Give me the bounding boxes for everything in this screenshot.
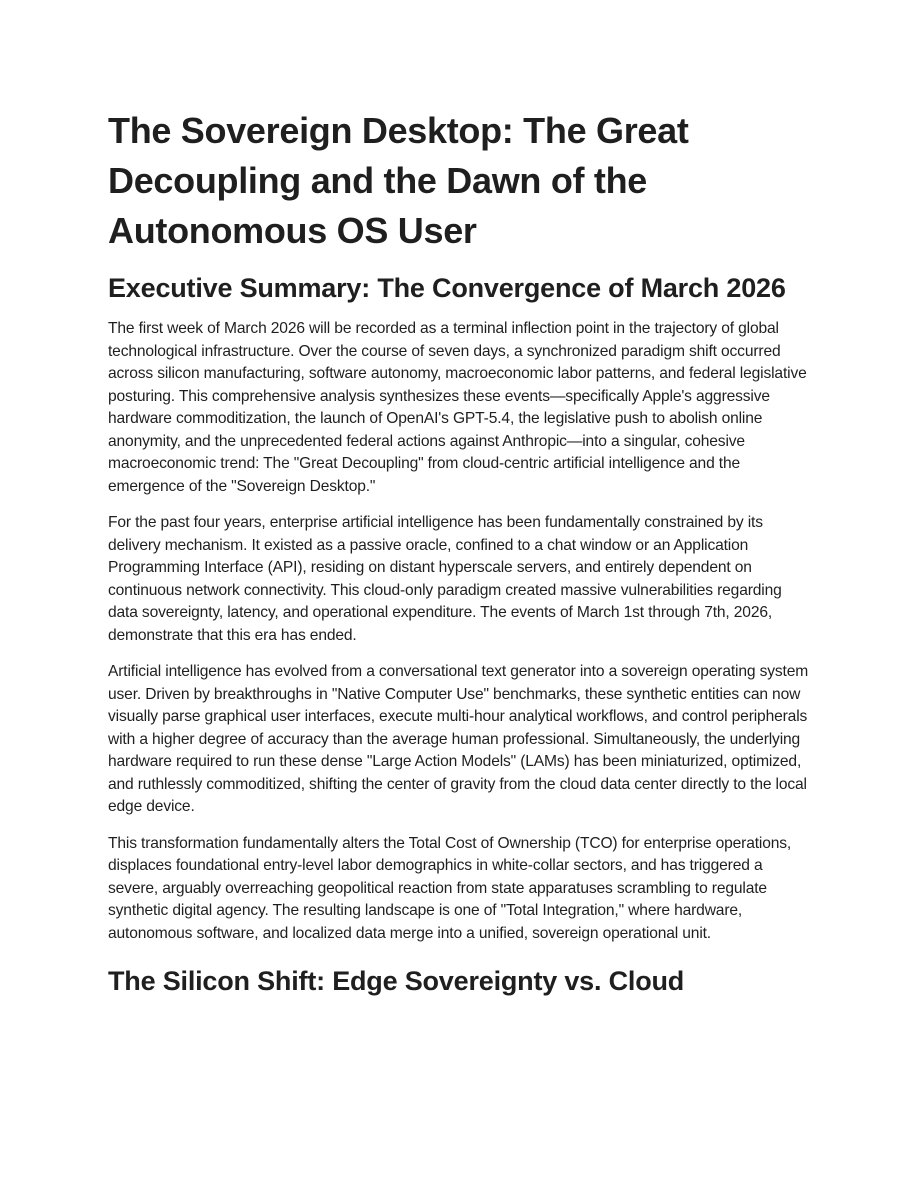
document-page (108, 106, 814, 1011)
document-title: The Sovereign Desktop: The Great Decoupling and the Dawn of the Autonomous OS User (108, 110, 689, 251)
paragraph: This transformation fundamentally alters the Total Cost of Ownership (TCO) for enterprise operations, displaces foundational entry-level labor demographics in white-collar sectors, and has triggered a severe, arguably overreaching geopolitical reaction from state apparatuses scrambling to regulate synthetic digital agency. The resulting landscape is one of "Total Integration," where hardware, autonomous software, and localized data merge into a unified, sovereign operational unit. (108, 834, 792, 942)
paragraph: Artificial intelligence has evolved from a conversational text generator into a sovereign operating system user. Driven by breakthroughs in "Native Computer Use" benchmarks, these synthetic entities can now visually parse graphical user interfaces, execute multi-hour analytical workflows, and control peripherals with a higher degree of accuracy than the average human professional. Simultaneously, the underlying hardware required to run these dense "Large Action Models" (LAMs) has been miniaturized, optimized, and ruthlessly commoditized, shifting the center of gravity from the cloud data center directly to the local edge device. (108, 663, 809, 815)
section-heading-silicon-shift: The Silicon Shift: Edge Sovereignty vs. Cloud (108, 966, 685, 996)
paragraph: For the past four years, enterprise artificial intelligence has been fundamentally constrained by its delivery mechanism. It existed as a passive oracle, confined to a chat window or an Application Programming Interface (API), residing on distant hyperscale servers, and entirely dependent on continuous network connectivity. This cloud-only paradigm created massive vulnerabilities regarding data sovereignty, latency, and operational expenditure. The events of March 1st through 7th, 2026, demonstrate that this era has ended. (108, 514, 782, 644)
section-heading-executive-summary: Executive Summary: The Convergence of March 2026 (108, 273, 786, 303)
paragraph: The first week of March 2026 will be recorded as a terminal inflection point in the trajectory of global technological infrastructure. Over the course of seven days, a synchronized paradigm shift occurred across silicon manufacturing, software autonomy, macroeconomic labor patterns, and federal legislative posturing. This comprehensive analysis synthesizes these events—specifically Apple's aggressive hardware commoditization, the launch of OpenAI's GPT-5.4, the legislative push to abolish online anonymity, and the unprecedented federal actions against Anthropic—into a singular, cohesive macroeconomic trend: The "Great Decoupling" from cloud-centric artificial intelligence and the emergence of the "Sovereign Desktop." (108, 320, 807, 495)
